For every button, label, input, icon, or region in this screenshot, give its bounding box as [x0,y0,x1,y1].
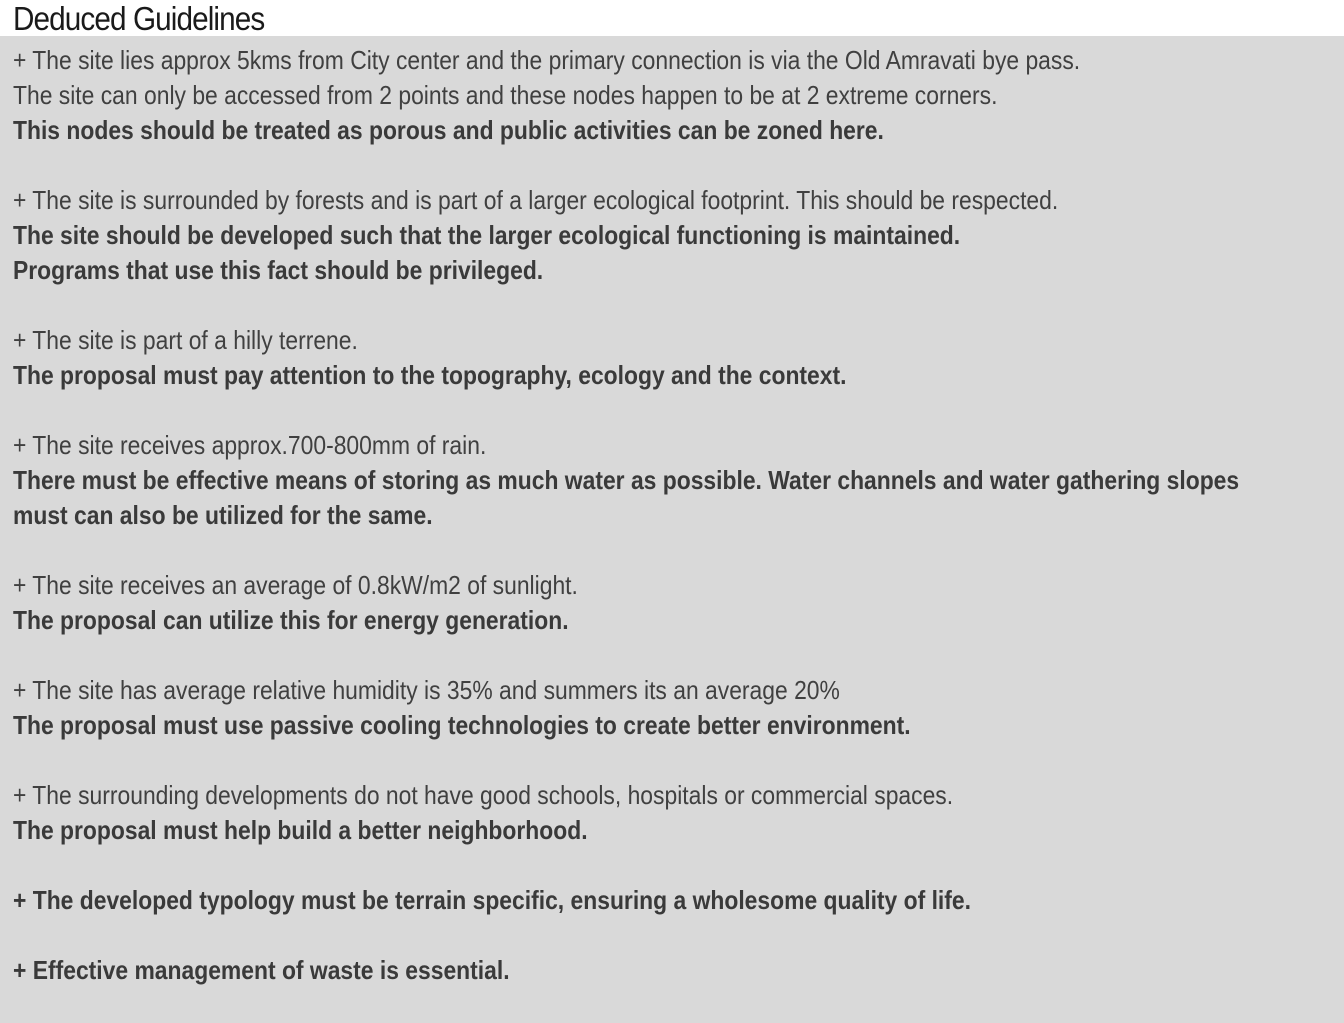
guideline-directive: There must be effective means of storing as much water as possible. Water channels and water gathering slopes [13,465,1240,495]
guideline-directive: must can also be utilized for the same. [13,500,433,530]
guideline-directive: Programs that use this fact should be privileged. [13,255,544,285]
guideline-directive: The proposal must help build a better neighborhood. [13,815,588,845]
guideline-observation: + The site has average relative humidity is 35% and summers its an average 20% [13,675,840,705]
guideline-directive: This nodes should be treated as porous and public activities can be zoned here. [13,115,884,145]
guideline-block [13,883,1333,918]
guideline-directive: The site should be developed such that the larger ecological functioning is maintained. [13,220,961,250]
guideline-directive: + Effective management of waste is essential. [13,955,510,985]
guideline-directive: The proposal must pay attention to the topography, ecology and the context. [13,360,847,390]
guideline-observation: + The site lies approx 5kms from City center and the primary connection is via the Old Amravati bye pass. [13,45,1081,75]
guideline-block [13,428,1333,533]
guideline-block [13,183,1333,288]
guideline-observation: + The surrounding developments do not have good schools, hospitals or commercial spaces. [13,780,954,810]
guideline-directive: The proposal must use passive cooling technologies to create better environment. [13,710,911,740]
title-bar [0,0,1344,36]
guideline-block [13,778,1333,848]
guideline-block [13,43,1333,148]
guideline-observation: + The site receives an average of 0.8kW/m2 of sunlight. [13,570,578,600]
guideline-observation: The site can only be accessed from 2 points and these nodes happen to be at 2 extreme corners. [13,80,998,110]
guideline-block [13,323,1333,393]
guideline-observation: + The site is surrounded by forests and is part of a larger ecological footprint. This should be respected. [13,185,1059,215]
guideline-block [13,568,1333,638]
guideline-observation: + The site is part of a hilly terrene. [13,325,358,355]
guideline-observation: + The site receives approx.700-800mm of rain. [13,430,487,460]
guidelines-list [13,43,1333,1023]
guideline-directive: The proposal can utilize this for energy generation. [13,605,569,635]
guideline-block [13,673,1333,743]
guideline-directive: + The developed typology must be terrain specific, ensuring a wholesome quality of life. [13,885,971,915]
guideline-block [13,953,1333,988]
page-title: Deduced Guidelines [13,0,265,37]
